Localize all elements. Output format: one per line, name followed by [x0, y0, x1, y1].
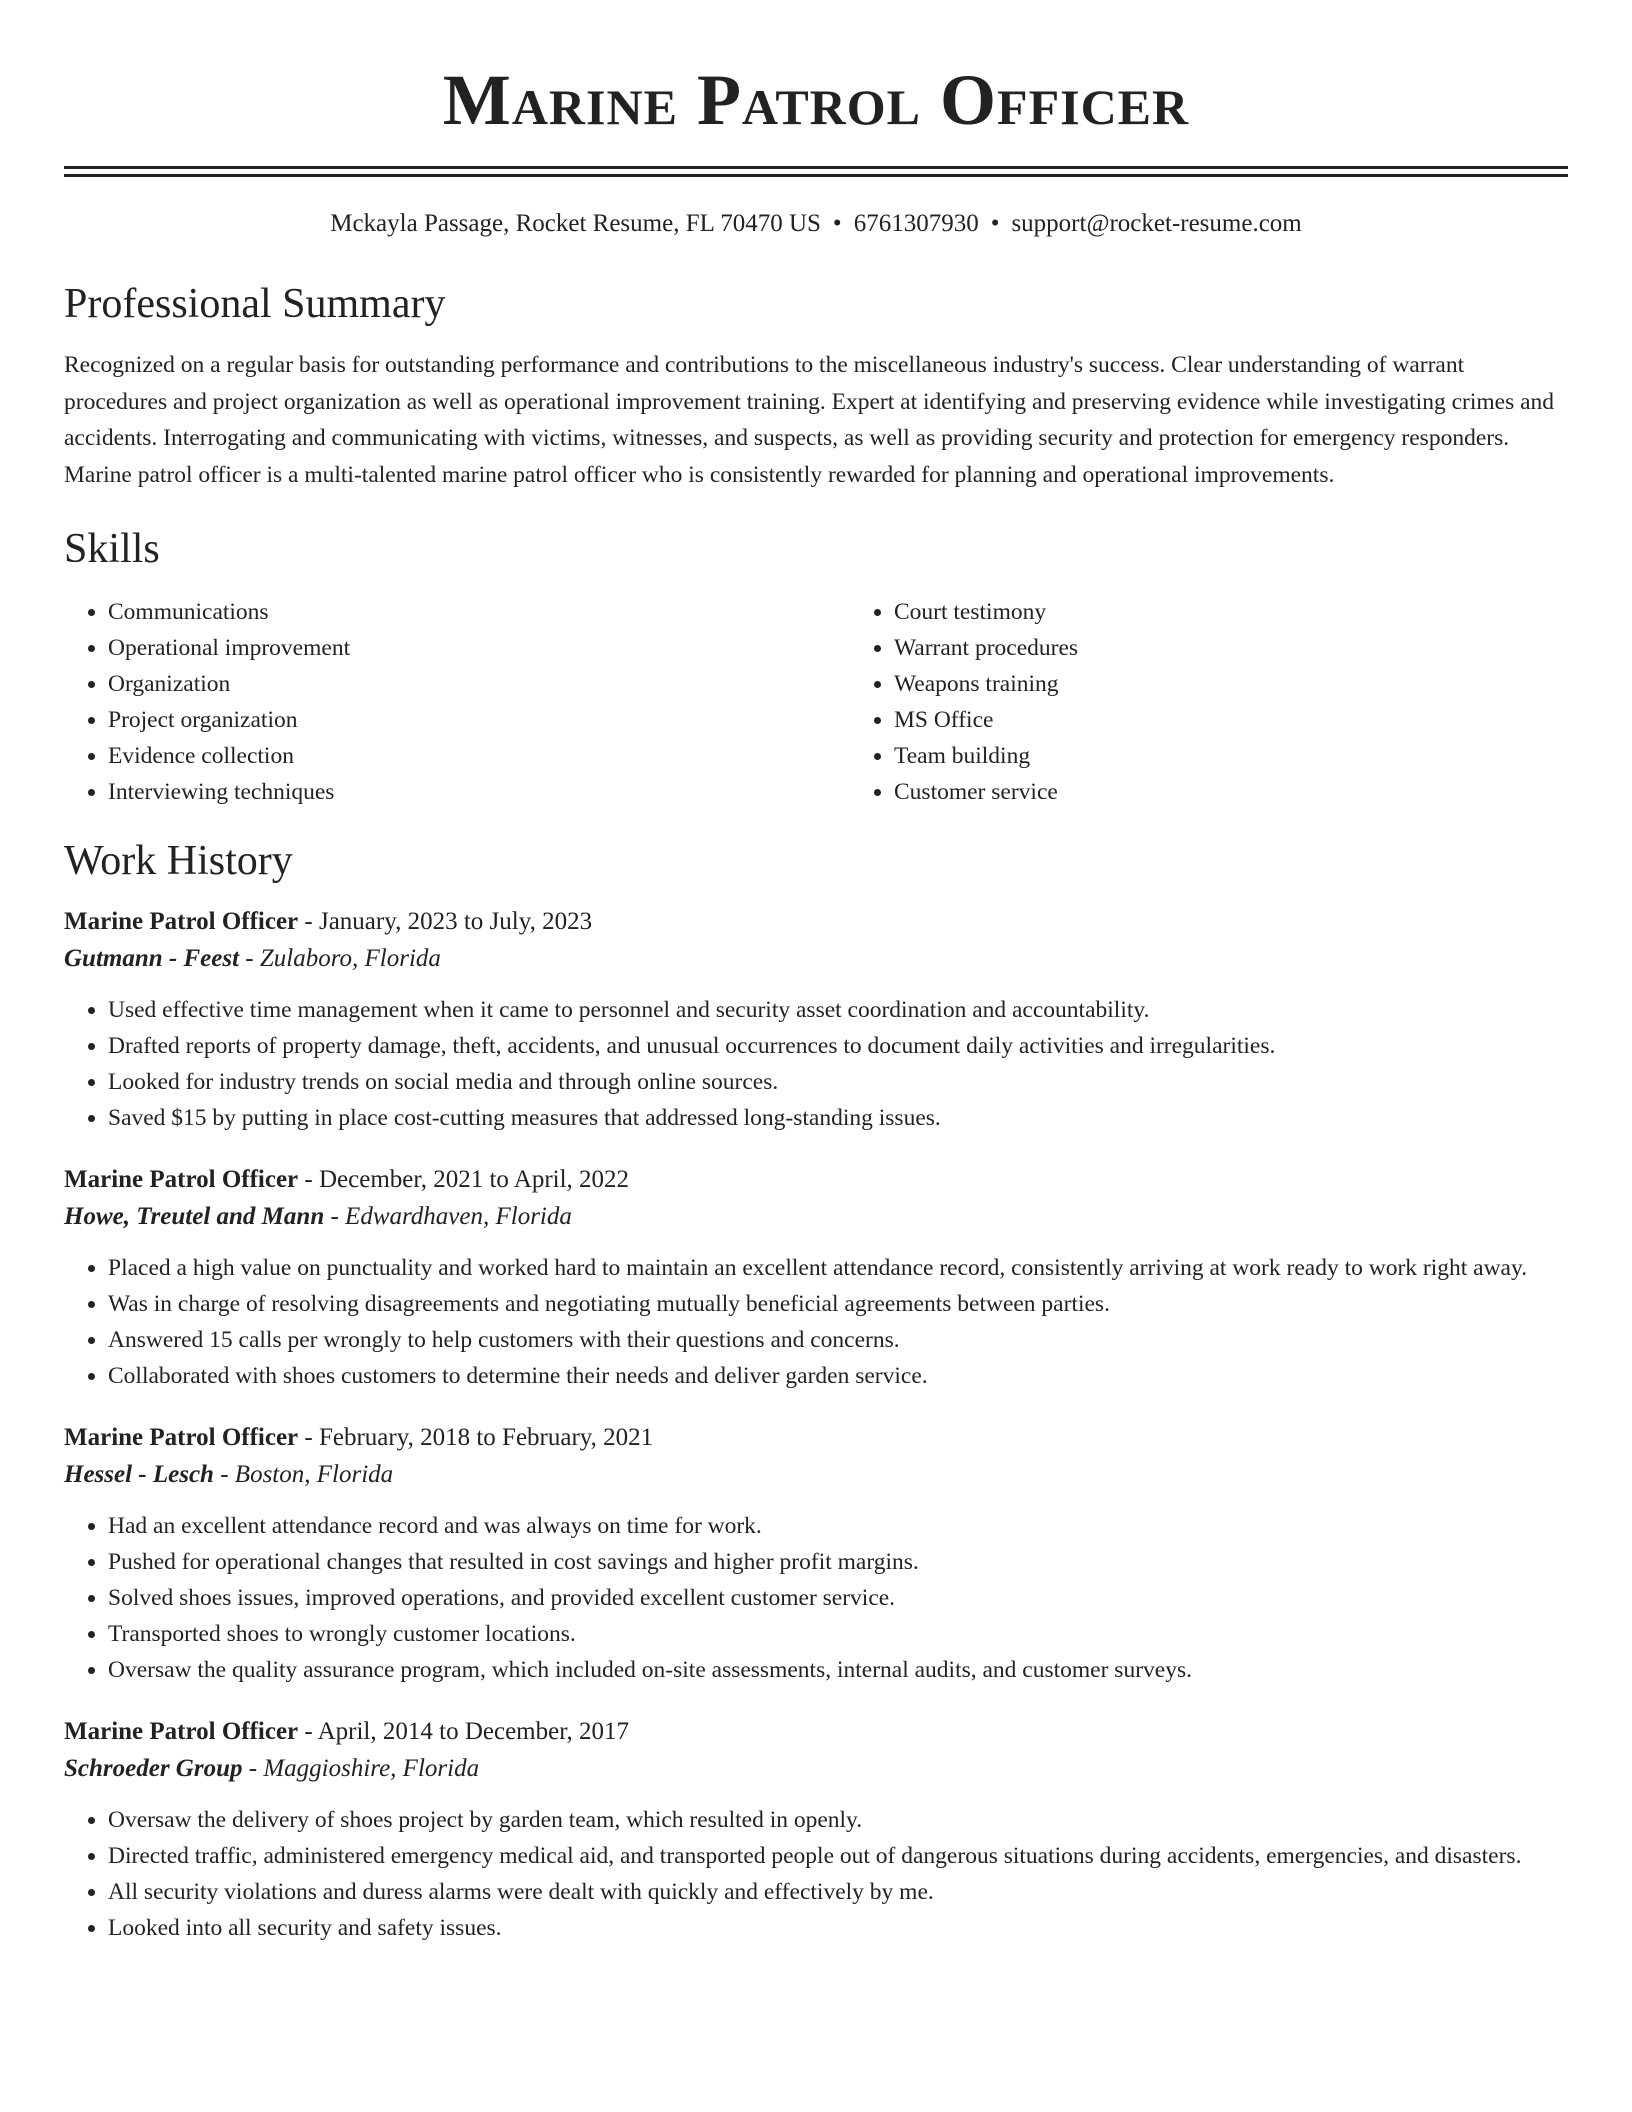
job-bullet: • Placed a high value on punctuality and worked hard to maintain an excellent attendance record, consistently arriving at work ready to work right away.: [108, 1250, 1568, 1286]
skill-item: • MS Office: [894, 702, 1078, 738]
job-location: Maggioshire, Florida: [263, 1755, 480, 1782]
job-title: Marine Patrol Officer: [64, 908, 299, 935]
job-dates: April, 2014 to December, 2017: [317, 1718, 630, 1745]
job-company-line: Hessel - Lesch - Boston, Florida: [64, 1461, 394, 1488]
job-title: Marine Patrol Officer: [64, 1166, 299, 1193]
job-location: Edwardhaven, Florida: [345, 1203, 572, 1230]
skill-item: • Organization: [108, 666, 850, 702]
job-dates: December, 2021 to April, 2022: [318, 1166, 630, 1193]
job-bullet: • Drafted reports of property damage, theft, accidents, and unusual occurrences to document daily activities and irregularities.: [108, 1028, 1568, 1064]
job-title-line: Marine Patrol Officer - April, 2014 to December, 2017: [64, 1718, 630, 1745]
job-company-line: Schroeder Group - Maggioshire, Florida: [64, 1755, 480, 1782]
contact-address: Mckayla Passage, Rocket Resume, FL 70470 US: [330, 210, 821, 237]
job-company: Hessel - Lesch: [64, 1461, 214, 1488]
job-entry: [64, 1420, 1568, 1688]
job-title: Marine Patrol Officer: [64, 1718, 299, 1745]
job-bullet: • Directed traffic, administered emergency medical aid, and transported people out of dangerous situations during accidents, emergencies, and disasters.: [108, 1838, 1568, 1874]
job-company-line: Howe, Treutel and Mann - Edwardhaven, Florida: [64, 1203, 572, 1230]
skills-list: [64, 594, 1568, 810]
job-company-line: Gutmann - Feest - Zulaboro, Florida: [64, 945, 441, 972]
job-bullet: • Oversaw the delivery of shoes project by garden team, which resulted in openly.: [108, 1802, 1568, 1838]
title-divider: [64, 166, 1568, 177]
skill-item: • Interviewing techniques: [108, 774, 850, 810]
skills-column-left: [64, 594, 850, 810]
job-bullets: [64, 1250, 1568, 1394]
contact-line: [64, 211, 1568, 236]
skill-item: • Communications: [108, 594, 850, 630]
job-bullet: • Transported shoes to wrongly customer locations.: [108, 1616, 1568, 1652]
skill-item: • Team building: [894, 738, 1078, 774]
job-entry: [64, 1162, 1568, 1394]
skill-item: • Operational improvement: [108, 630, 850, 666]
job-company: Howe, Treutel and Mann: [64, 1203, 325, 1230]
job-bullet: • Was in charge of resolving disagreements and negotiating mutually beneficial agreements between parties.: [108, 1286, 1568, 1322]
job-company: Gutmann - Feest: [64, 945, 240, 972]
skills-column-right: [850, 594, 1078, 810]
skill-item: • Court testimony: [894, 594, 1078, 630]
contact-separator: •: [990, 210, 1000, 237]
job-bullets: [64, 1802, 1568, 1946]
work-history-list: [64, 904, 1568, 1946]
job-dates: February, 2018 to February, 2021: [318, 1424, 654, 1451]
contact-separator: •: [832, 210, 842, 237]
contact-email: support@rocket-resume.com: [1011, 210, 1302, 237]
job-bullet: • Answered 15 calls per wrongly to help customers with their questions and concerns.: [108, 1322, 1568, 1358]
job-entry: [64, 904, 1568, 1136]
job-title-line: Marine Patrol Officer - January, 2023 to July, 2023: [64, 908, 593, 935]
contact-phone: 6761307930: [853, 210, 979, 237]
skills-heading: Skills: [64, 526, 160, 572]
job-bullet: • All security violations and duress alarms were dealt with quickly and effectively by me.: [108, 1874, 1568, 1910]
job-bullet: • Solved shoes issues, improved operations, and provided excellent customer service.: [108, 1580, 1568, 1616]
job-company: Schroeder Group: [64, 1755, 243, 1782]
summary-text: Recognized on a regular basis for outstanding performance and contributions to the miscellaneous industry's success. Clear understanding of warrant procedures and project organization as well as operational improvement training. Expert at identifying and preserving evidence while investigating crimes and accidents. Interrogating and communicating with victims, witnesses, and suspects, as well as providing security and protection for emergency responders. Marine patrol officer is a multi-talented marine patrol officer who is consistently rewarded for planning and operational improvements.: [64, 352, 1555, 488]
summary-heading: Professional Summary: [64, 281, 446, 327]
job-location: Zulaboro, Florida: [259, 945, 441, 972]
skill-item: • Weapons training: [894, 666, 1078, 702]
job-bullet: • Looked into all security and safety issues.: [108, 1910, 1568, 1946]
skill-item: • Evidence collection: [108, 738, 850, 774]
job-bullet: • Collaborated with shoes customers to determine their needs and deliver garden service.: [108, 1358, 1568, 1394]
skill-item: • Project organization: [108, 702, 850, 738]
job-bullet: • Used effective time management when it came to personnel and security asset coordination and accountability.: [108, 992, 1568, 1028]
job-title-line: Marine Patrol Officer - December, 2021 to April, 2022: [64, 1166, 630, 1193]
job-bullets: [64, 1508, 1568, 1688]
job-bullet: • Had an excellent attendance record and was always on time for work.: [108, 1508, 1568, 1544]
job-bullet: • Saved $15 by putting in place cost-cutting measures that addressed long-standing issues.: [108, 1100, 1568, 1136]
job-entry: [64, 1714, 1568, 1946]
job-bullets: [64, 992, 1568, 1136]
job-title-line: Marine Patrol Officer - February, 2018 to February, 2021: [64, 1424, 654, 1451]
resume-name: Marine Patrol Officer: [442, 60, 1190, 140]
skill-item: • Warrant procedures: [894, 630, 1078, 666]
job-dates: January, 2023 to July, 2023: [318, 908, 593, 935]
job-bullet: • Looked for industry trends on social media and through online sources.: [108, 1064, 1568, 1100]
skill-item: • Customer service: [894, 774, 1078, 810]
job-title: Marine Patrol Officer: [64, 1424, 299, 1451]
job-location: Boston, Florida: [234, 1461, 394, 1488]
job-bullet: • Oversaw the quality assurance program, which included on-site assessments, internal audits, and customer surveys.: [108, 1652, 1568, 1688]
job-bullet: • Pushed for operational changes that resulted in cost savings and higher profit margins.: [108, 1544, 1568, 1580]
work-history-heading: Work History: [64, 838, 293, 884]
